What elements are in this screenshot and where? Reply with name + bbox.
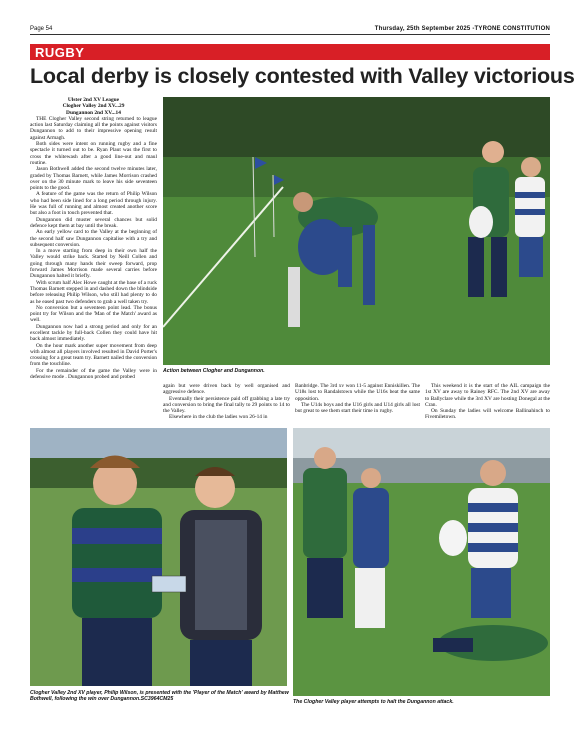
article-column-3 bbox=[295, 383, 420, 425]
paragraph: A feature of the game was the return of Philip Wilson who had been side lined for a long period through injury. He was full of running and almost created another score but also a foot in touch prevented that. bbox=[30, 191, 157, 217]
paragraph: Eventually their persistence paid off grabbing a late try and conversion to bring the final tally to 29 points to 14 to the Valley. bbox=[163, 395, 290, 415]
paragraph: Both sides were intent on running rugby and a fine spectacle it turned out to be. Ryan Plaut was the first to cross the whitewash after a good line-out and maul routine. bbox=[30, 141, 157, 166]
page-number: Page 54 bbox=[30, 26, 53, 32]
paragraph: On the hour mark another super movement from deep with almost all players involved resulted in David Porter's crossing for a great team try. Barnett nailed the conversion from the touchline. bbox=[30, 342, 157, 368]
section-banner bbox=[30, 44, 550, 60]
article-column-4 bbox=[425, 383, 550, 425]
edition-line: Thursday, 25th September 2025 -TYRONE CONSTITUTION bbox=[374, 26, 550, 32]
headline: Local derby is closely contested with Valley victorious bbox=[30, 64, 575, 88]
paragraph: Dungannon did muster several chances but solid defence kept them at bay until the break. bbox=[30, 216, 157, 229]
award-photo bbox=[30, 428, 287, 686]
paragraph: The U14s boys and the U16 girls and U14 girls all lost but great to see them start their time in rugby. bbox=[295, 401, 420, 415]
main-photo-caption: Action between Clogher and Dungannon. bbox=[163, 368, 265, 374]
tackle-photo-caption: The Clogher Valley player attempts to halt the Dungannon attack. bbox=[293, 699, 454, 705]
main-photo bbox=[163, 97, 550, 365]
paragraph: An early yellow card to the Valley at the beginning of the second half saw Dungannon capitalise with a try and subsequent conversion. bbox=[30, 229, 157, 248]
paragraph: Banbridge. The 3rd xv won 11-5 against Enniskillen. The U18s lost to Randalstown while the U16s beat the same opposition. bbox=[295, 383, 420, 402]
kicker-league: Ulster 2nd XV League bbox=[67, 97, 120, 103]
paragraph: Elsewhere in the club the ladies won 26-14 in bbox=[169, 414, 268, 421]
paragraph: again but were driven back by well organised and aggressive defence. bbox=[163, 383, 290, 396]
award-photo-caption: Clogher Valley 2nd XV player, Philip Wilson, is presented with the 'Player of the Match' award by Matthew Bothwell, following the win over Dungannon.SC3964CM25 bbox=[30, 690, 289, 702]
paragraph: With scrum half Alec Howe caught at the base of a ruck Thomas Barnett stepped in and dashed down the blindside before releasing Philip Wilson, who still had plenty to do as he eased past two defenders to grab a well taken try. bbox=[30, 279, 157, 305]
paragraph: No conversion but a seventeen point lead. The bonus point try for Wilson and the 'Man of the Match' award as well. bbox=[30, 304, 157, 324]
paragraph: This weekend it is the start of the AIL campaign the 1st XV are away to Rainey RFC. The 2nd XV are away to Ballyclare while the 3rd XV are hosting Donegal at the Cran. bbox=[425, 383, 550, 408]
header-rule bbox=[30, 34, 550, 35]
article-column-2 bbox=[163, 383, 290, 425]
paragraph: THE Clogher Valley second string returned to league action last Saturday claiming all the points against visitors Dungannon to add to their impressive opening result against Armagh. bbox=[30, 115, 157, 141]
article-column-1 bbox=[30, 97, 157, 424]
kicker-away-score: Dungannon 2nd XV...14 bbox=[66, 109, 121, 116]
paragraph: For the remainder of the game the Valley were in defensive mode . Dungannon probed and probed bbox=[30, 367, 157, 381]
paragraph: Jason Bothwell added the second twelve minutes later, graded by Thomas Barnett, while James Morrison crashed over on the 30 minute mark to leave his side seventeen points to the good. bbox=[30, 166, 157, 192]
tackle-photo bbox=[293, 428, 550, 696]
paragraph: On Sunday the ladies will welcome Ballinahinch to Fivemiletown. bbox=[425, 408, 550, 421]
paragraph: In a move starting from deep in their own half the Valley would strike back. Started by Neill Collen and going through many hands their sweep forward, prop forward James Morrison made several carries before Dungannon halted it briefly. bbox=[30, 248, 157, 280]
paragraph: Dungannon now had a strong period and only for an excellent tackle by full-back Collen they could have hit back almost immediately. bbox=[30, 323, 157, 343]
section-label: RUGBY bbox=[35, 45, 85, 60]
kicker-home-score: Clogher Valley 2nd XV...29 bbox=[62, 103, 125, 110]
